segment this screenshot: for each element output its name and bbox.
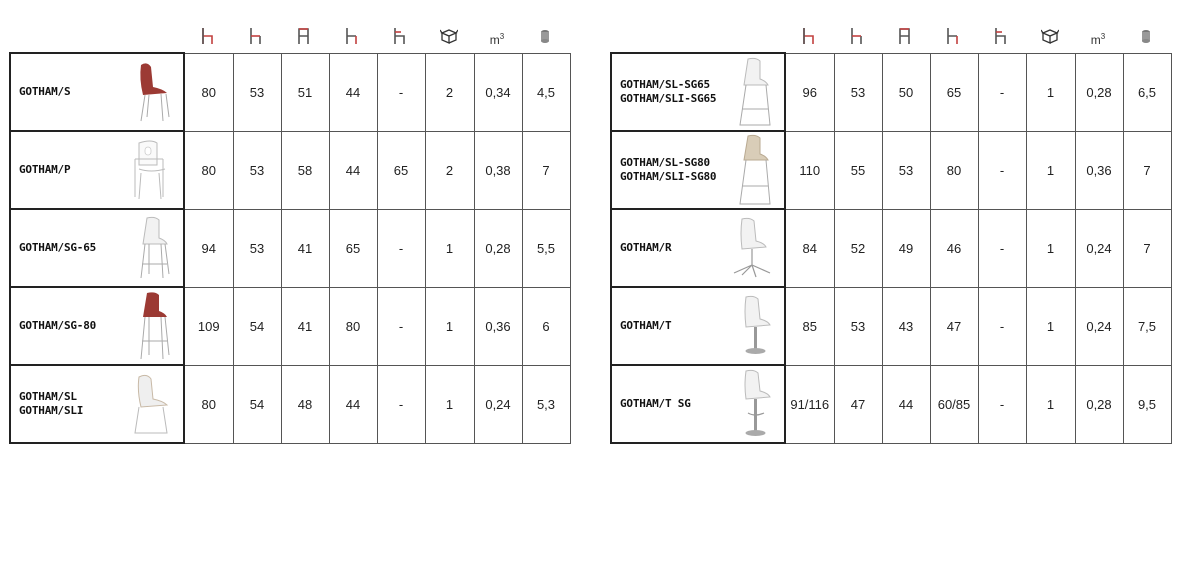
cell-width: 44 <box>882 365 930 443</box>
product-cell <box>10 131 184 209</box>
cell-height: 94 <box>184 209 233 287</box>
cell-depth: 53 <box>834 53 882 131</box>
cell-armrest-height: - <box>377 287 425 365</box>
right-spec-table <box>610 52 1172 444</box>
product-name: GOTHAM/P <box>19 163 71 176</box>
armrest-height-icon <box>977 20 1025 52</box>
volume-label: $m^3$ <box>1090 31 1106 47</box>
cell-armrest-height: - <box>978 209 1026 287</box>
product-name: GOTHAM/SL-SG80 GOTHAM/SLI-SG80 <box>620 156 717 183</box>
cell-seat-height: 46 <box>930 209 978 287</box>
cell-armrest-height: - <box>978 287 1026 365</box>
product-cell <box>611 53 785 131</box>
left-header-icons <box>183 20 569 52</box>
cell-height: 91/116 <box>785 365 834 443</box>
table-row <box>10 365 570 443</box>
cell-packages: 1 <box>425 287 474 365</box>
chair-swivel-star-icon <box>730 217 774 279</box>
cell-seat-height: 65 <box>930 53 978 131</box>
cell-depth: 53 <box>233 131 281 209</box>
cell-armrest-height: - <box>978 365 1026 443</box>
cell-armrest-height: - <box>978 131 1026 209</box>
cell-depth: 54 <box>233 365 281 443</box>
table-row <box>10 131 570 209</box>
cell-weight: 6 <box>522 287 570 365</box>
cell-weight: 7 <box>1123 209 1171 287</box>
chair-sled-icon <box>129 373 173 435</box>
volume-label: $m^3$ <box>489 31 505 47</box>
cell-width: 50 <box>882 53 930 131</box>
package-box-icon <box>1025 20 1074 52</box>
package-box-icon <box>424 20 473 52</box>
cell-packages: 2 <box>425 131 474 209</box>
cell-height: 96 <box>785 53 834 131</box>
cell-packages: 1 <box>1026 365 1075 443</box>
cell-seat-height: 80 <box>930 131 978 209</box>
seat-height-icon <box>328 20 376 52</box>
product-cell <box>611 209 785 287</box>
product-name: GOTHAM/SL-SG65 GOTHAM/SLI-SG65 <box>620 78 717 105</box>
cell-depth: 53 <box>834 287 882 365</box>
cell-volume: 0,36 <box>474 287 522 365</box>
cell-depth: 53 <box>233 53 281 131</box>
cell-seat-height: 44 <box>329 365 377 443</box>
product-name: GOTHAM/T <box>620 319 672 332</box>
table-row <box>611 365 1171 443</box>
seat-height-icon <box>929 20 977 52</box>
left-spec-table <box>9 52 571 444</box>
cell-armrest-height: - <box>377 365 425 443</box>
cell-packages: 1 <box>1026 209 1075 287</box>
cell-weight: 7,5 <box>1123 287 1171 365</box>
product-cell <box>10 209 184 287</box>
cell-width: 41 <box>281 287 329 365</box>
cell-volume: 0,38 <box>474 131 522 209</box>
stool-gaslift-icon <box>734 369 774 439</box>
cell-height: 110 <box>785 131 834 209</box>
chair-red-4leg-icon <box>133 61 173 123</box>
product-name: GOTHAM/S <box>19 85 71 98</box>
cell-packages: 1 <box>1026 287 1075 365</box>
product-name: GOTHAM/SL GOTHAM/SLI <box>19 390 84 417</box>
cell-seat-height: 80 <box>329 287 377 365</box>
cell-weight: 4,5 <box>522 53 570 131</box>
cell-packages: 1 <box>1026 131 1075 209</box>
cell-width: 51 <box>281 53 329 131</box>
cell-height: 80 <box>184 53 233 131</box>
cell-packages: 1 <box>425 365 474 443</box>
cell-volume: 0,24 <box>1075 287 1123 365</box>
stool-sled-65-icon <box>734 57 774 127</box>
table-row <box>10 287 570 365</box>
cell-width: 49 <box>882 209 930 287</box>
cell-depth: 47 <box>834 365 882 443</box>
cell-depth: 53 <box>233 209 281 287</box>
cell-packages: 1 <box>425 209 474 287</box>
chair-pedestal-icon <box>734 295 774 357</box>
cell-weight: 7 <box>1123 131 1171 209</box>
product-cell <box>10 287 184 365</box>
cell-height: 109 <box>184 287 233 365</box>
height-icon <box>183 20 232 52</box>
product-cell <box>10 365 184 443</box>
product-cell <box>611 365 785 443</box>
cell-weight: 5,5 <box>522 209 570 287</box>
width-icon <box>280 20 328 52</box>
cell-weight: 7 <box>522 131 570 209</box>
right-header-icons <box>784 20 1170 52</box>
cell-depth: 52 <box>834 209 882 287</box>
cell-height: 80 <box>184 365 233 443</box>
table-row <box>10 209 570 287</box>
cell-packages: 1 <box>1026 53 1075 131</box>
cell-seat-height: 44 <box>329 131 377 209</box>
cell-seat-height: 47 <box>930 287 978 365</box>
height-icon <box>784 20 833 52</box>
cell-depth: 54 <box>233 287 281 365</box>
cell-armrest-height: 65 <box>377 131 425 209</box>
cell-armrest-height: - <box>377 53 425 131</box>
armrest-height-icon <box>376 20 424 52</box>
chair-white-arms-icon <box>129 139 173 201</box>
cell-seat-height: 44 <box>329 53 377 131</box>
cell-width: 41 <box>281 209 329 287</box>
cell-seat-height: 65 <box>329 209 377 287</box>
cell-depth: 55 <box>834 131 882 209</box>
cell-volume: 0,34 <box>474 53 522 131</box>
cell-height: 85 <box>785 287 834 365</box>
cell-armrest-height: - <box>978 53 1026 131</box>
cell-weight: 6,5 <box>1123 53 1171 131</box>
product-name: GOTHAM/R <box>620 241 672 254</box>
cell-height: 80 <box>184 131 233 209</box>
weight-icon <box>1122 20 1170 52</box>
table-row <box>611 131 1171 209</box>
cell-armrest-height: - <box>377 209 425 287</box>
product-name: GOTHAM/SG-80 <box>19 319 97 332</box>
cell-width: 53 <box>882 131 930 209</box>
cell-seat-height: 60/85 <box>930 365 978 443</box>
weight-icon <box>521 20 569 52</box>
product-cell <box>611 287 785 365</box>
stool-red-80-icon <box>133 291 173 361</box>
stool-white-65-icon <box>133 216 173 280</box>
product-name: GOTHAM/T SG <box>620 397 691 410</box>
cell-weight: 5,3 <box>522 365 570 443</box>
cell-packages: 2 <box>425 53 474 131</box>
cell-volume: 0,28 <box>1075 365 1123 443</box>
cell-width: 43 <box>882 287 930 365</box>
product-cell <box>10 53 184 131</box>
cell-height: 84 <box>785 209 834 287</box>
cell-volume: 0,24 <box>1075 209 1123 287</box>
cell-volume: 0,28 <box>1075 53 1123 131</box>
cell-width: 48 <box>281 365 329 443</box>
cell-volume: 0,36 <box>1075 131 1123 209</box>
table-row <box>611 209 1171 287</box>
cell-volume: 0,24 <box>474 365 522 443</box>
table-row <box>611 287 1171 365</box>
table-row <box>10 53 570 131</box>
product-name: GOTHAM/SG-65 <box>19 241 97 254</box>
product-cell <box>611 131 785 209</box>
seat-depth-icon <box>833 20 881 52</box>
table-row <box>611 53 1171 131</box>
cell-volume: 0,28 <box>474 209 522 287</box>
cell-width: 58 <box>281 131 329 209</box>
cell-weight: 9,5 <box>1123 365 1171 443</box>
seat-depth-icon <box>232 20 280 52</box>
stool-sled-80-icon <box>734 134 774 206</box>
width-icon <box>881 20 929 52</box>
